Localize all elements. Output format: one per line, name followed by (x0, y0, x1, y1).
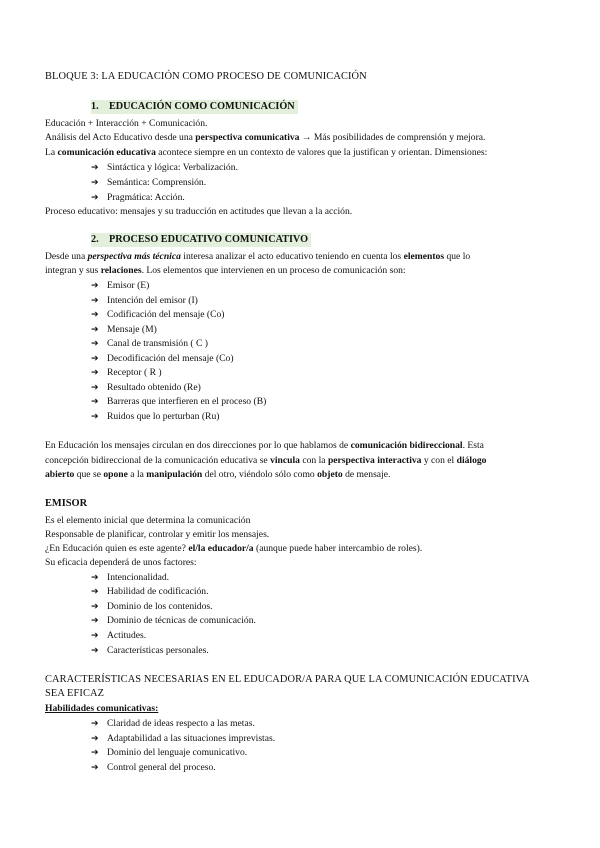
list-item (91, 294, 198, 308)
bold-run: vincula (270, 455, 300, 466)
arrow-icon: ➔ (91, 602, 99, 612)
list-item-text: Intención del emisor (I) (107, 295, 198, 306)
text-run: interesa analizar el acto educativo teniendo en cuenta los (180, 251, 404, 262)
arrow-icon: ➔ (91, 281, 99, 291)
list-item (91, 644, 209, 658)
section-2-title: PROCESO EDUCATIVO COMUNICATIVO (109, 234, 309, 245)
text-run: a la (127, 469, 147, 480)
list-item-text: Codificación del mensaje (Co) (107, 309, 225, 320)
arrow-icon: ➔ (91, 631, 99, 641)
arrow-icon: ➔ (91, 296, 99, 306)
list-item-text: Semántica: Comprensión. (107, 177, 207, 188)
bold-run: objeto (317, 469, 343, 480)
section-1-line-3 (45, 146, 487, 159)
underlined-bold-run: Habilidades comunicativas: (45, 703, 159, 714)
arrow-icon: ➔ (91, 646, 99, 656)
section-2-paragraph-1-line-1 (45, 250, 470, 263)
arrow-icon: ➔ (91, 412, 99, 422)
list-item (91, 410, 219, 424)
text-run: con la (299, 455, 328, 466)
bold-run: manipulación (146, 469, 203, 480)
text-run: Análisis del Acto Educativo desde una (45, 132, 196, 143)
bold-run: perspectiva interactiva (327, 455, 422, 466)
arrow-icon: ➔ (91, 397, 99, 407)
section-1-number: 1. (91, 101, 99, 112)
list-item-text: Claridad de ideas respecto a las metas. (107, 718, 255, 729)
list-item (91, 279, 149, 293)
list-item-text: Sintáctica y lógica: Verbalización. (107, 162, 238, 173)
arrow-icon: ➔ (91, 719, 99, 729)
text-run: concepción bidireccional de la comunicación educativa se (45, 455, 271, 466)
text-run: La (45, 147, 58, 158)
bold-run: comunicación educativa (57, 147, 156, 158)
list-item-text: Barreras que interfieren en el proceso (B) (107, 396, 267, 407)
habilidades-subheading (45, 702, 158, 715)
bold-run: diálogo (456, 455, 487, 466)
section-1-line-4: Proceso educativo: mensajes y su traducción en actitudes que llevan a la acción. (45, 206, 353, 217)
list-item (91, 600, 213, 614)
list-item (91, 323, 157, 337)
section-1-line-2 (45, 131, 485, 144)
text-run: del otro, viéndolo sólo como (202, 469, 318, 480)
list-item-text: Resultado obtenido (Re) (107, 382, 201, 393)
text-run: de mensaje. (342, 469, 391, 480)
emisor-line-1: Es el elemento inicial que determina la comunicación (45, 515, 251, 526)
arrow-icon: ➔ (91, 587, 99, 597)
text-run: integran y sus (45, 265, 101, 276)
list-item-text: Habilidad de codificación. (107, 586, 209, 597)
section-2-paragraph-2-line-1 (45, 439, 484, 452)
arrow-icon: ➔ (91, 383, 99, 393)
section-2-paragraph-2-line-2 (45, 454, 486, 467)
arrow-icon: ➔ (91, 325, 99, 335)
arrow-icon: ➔ (91, 763, 99, 773)
emisor-line-3 (45, 542, 422, 555)
list-item-text: Pragmática: Acción. (107, 192, 185, 203)
text-run: que se (74, 469, 104, 480)
list-item (91, 732, 275, 746)
arrow-icon: ➔ (91, 734, 99, 744)
list-item (91, 191, 185, 205)
arrow-icon: ➔ (91, 178, 99, 188)
list-item-text: Mensaje (M) (107, 324, 157, 335)
list-item (91, 176, 206, 190)
list-item-text: Canal de transmisión ( C ) (107, 338, 208, 349)
list-item (91, 585, 209, 599)
list-item-text: Intencionalidad. (107, 572, 170, 583)
arrow-icon: ➔ (91, 573, 99, 583)
list-item-text: Características personales. (107, 645, 209, 656)
arrow-icon: ➔ (91, 354, 99, 364)
list-item-text: Dominio del lenguaje comunicativo. (107, 747, 248, 758)
emisor-line-4: Su eficacia dependerá de unos factores: (45, 557, 197, 568)
list-item (91, 352, 234, 366)
list-item (91, 761, 216, 775)
list-item (91, 571, 169, 585)
text-run: y con el (421, 455, 457, 466)
list-item-text: Emisor (E) (107, 280, 150, 291)
list-item (91, 337, 208, 351)
bold-run: opone (103, 469, 128, 480)
emisor-line-2: Responsable de planificar, controlar y emitir los mensajes. (45, 529, 270, 540)
text-run: acontece siempre en un contexto de valores que la justifican y orientan. Dimensiones: (155, 147, 488, 158)
section-2-heading (91, 233, 311, 247)
text-run: ¿En Educación quien es este agente? (45, 543, 189, 554)
text-run: . Esta (462, 440, 484, 451)
bold-run: el/la educador/a (188, 543, 254, 554)
arrow-icon: ➔ (91, 193, 99, 203)
caracteristicas-heading-line-2: SEA EFICAZ (45, 688, 105, 699)
section-2-paragraph-2-line-3 (45, 468, 390, 481)
section-1-line-1: Educación + Interacción + Comunicación. (45, 118, 208, 129)
list-item-text: Dominio de técnicas de comunicación. (107, 615, 256, 626)
arrow-icon: ➔ (91, 310, 99, 320)
arrow-icon: ➔ (91, 339, 99, 349)
bold-italic-run: perspectiva más técnica (87, 251, 181, 262)
list-item-text: Receptor ( R ) (107, 367, 162, 378)
section-2-paragraph-1-line-2 (45, 264, 406, 277)
text-run: . Los elementos que intervienen en un proceso de comunicación son: (141, 265, 406, 276)
list-item (91, 308, 225, 322)
list-item-text: Decodificación del mensaje (Co) (107, 353, 234, 364)
text-run: En Educación los mensajes circulan en dos direcciones por lo que hablamos de (45, 440, 351, 451)
list-item-text: Control general del proceso. (107, 762, 216, 773)
list-item-text: Dominio de los contenidos. (107, 601, 213, 612)
emisor-heading: EMISOR (45, 498, 88, 509)
bold-run: relaciones (100, 265, 142, 276)
list-item (91, 161, 238, 175)
document-title: BLOQUE 3: LA EDUCACIÓN COMO PROCESO DE COMUNICACIÓN (45, 71, 367, 82)
bold-run: comunicación bidireccional (350, 440, 463, 451)
text-run: (aunque puede haber intercambio de roles). (253, 543, 423, 554)
list-item (91, 614, 256, 628)
list-item (91, 381, 201, 395)
list-item (91, 717, 255, 731)
text-run: Desde una (45, 251, 88, 262)
section-1-title: EDUCACIÓN COMO COMUNICACIÓN (109, 101, 295, 112)
section-1-heading (91, 100, 298, 114)
list-item (91, 629, 146, 643)
text-run: → Más posibilidades de comprensión y mejora. (299, 132, 486, 143)
list-item-text: Adaptabilidad a las situaciones imprevistas. (107, 733, 276, 744)
section-2-number: 2. (91, 234, 99, 245)
text-run: que lo (444, 251, 471, 262)
list-item (91, 746, 247, 760)
bold-run: abierto (45, 469, 75, 480)
arrow-icon: ➔ (91, 163, 99, 173)
arrow-icon: ➔ (91, 748, 99, 758)
bold-run: perspectiva comunicativa (195, 132, 300, 143)
list-item-text: Ruidos que lo perturban (Ru) (107, 411, 220, 422)
caracteristicas-heading-line-1: CARACTERÍSTICAS NECESARIAS EN EL EDUCADOR/A PARA QUE LA COMUNICACIÓN EDUCATIVA (45, 674, 530, 685)
bold-run: elementos (403, 251, 445, 262)
list-item-text: Actitudes. (107, 630, 147, 641)
list-item (91, 395, 266, 409)
arrow-icon: ➔ (91, 368, 99, 378)
arrow-icon: ➔ (91, 616, 99, 626)
list-item (91, 366, 162, 380)
